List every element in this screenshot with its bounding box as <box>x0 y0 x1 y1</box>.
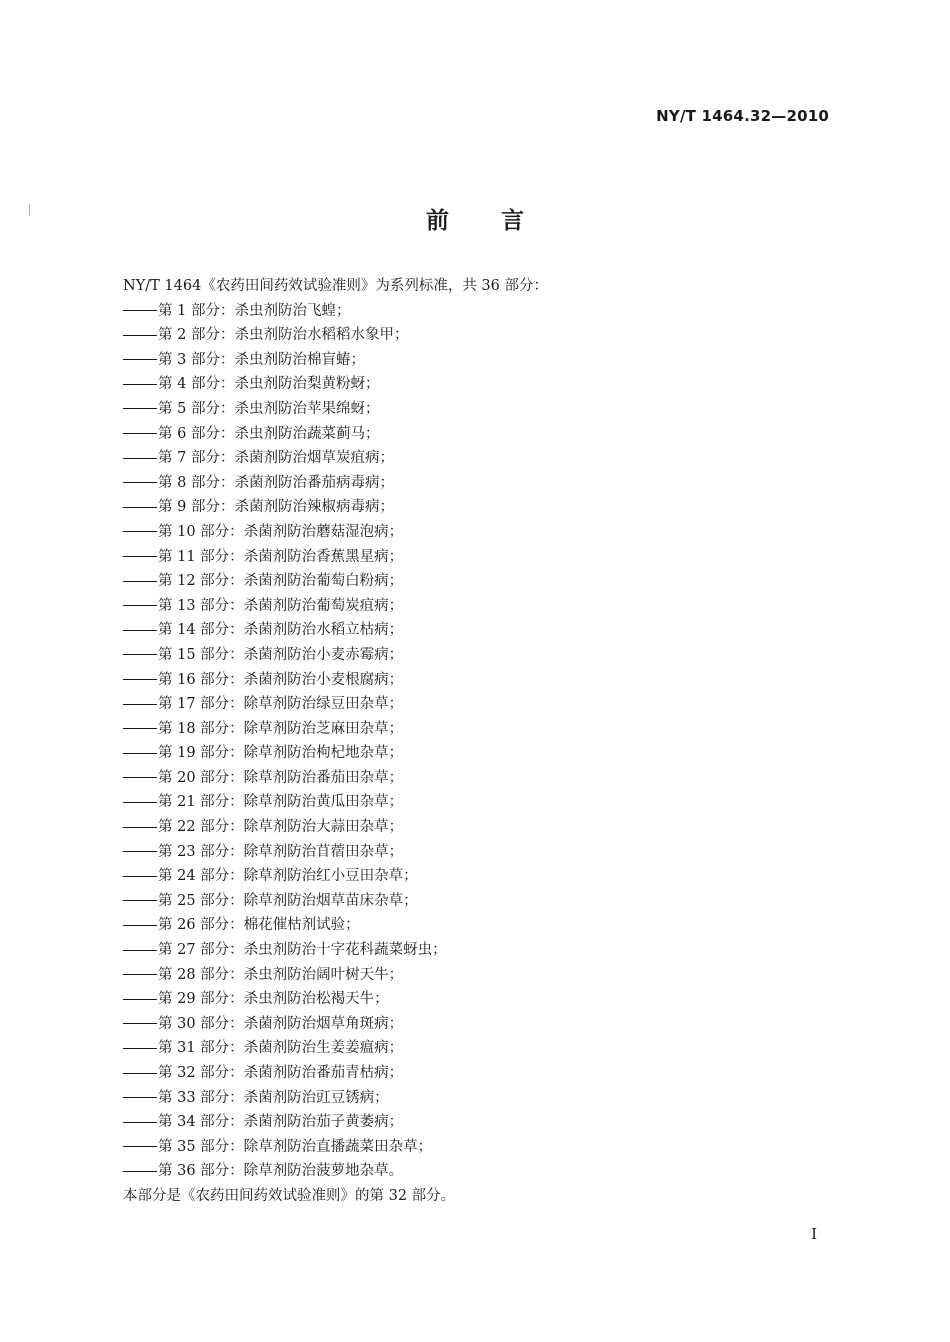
em-dash-mark <box>123 777 157 778</box>
list-item <box>123 840 843 865</box>
list-item-text: 第 36 部分：除草剂防治菠萝地杂草。 <box>158 1163 404 1180</box>
list-item-text: 第 8 部分：杀菌剂防治番茄病毒病； <box>158 474 394 491</box>
list-item <box>123 1110 843 1135</box>
list-item <box>123 889 843 914</box>
list-item <box>123 1086 843 1111</box>
list-item <box>123 422 843 447</box>
em-dash-mark <box>123 433 157 434</box>
page-title: 前言 <box>426 208 576 234</box>
em-dash-mark <box>123 851 157 852</box>
list-item <box>123 717 843 742</box>
list-item <box>123 668 843 693</box>
list-item-text: 第 34 部分：杀菌剂防治茄子黄萎病； <box>158 1114 404 1131</box>
list-item-text: 第 11 部分：杀菌剂防治香蕉黑星病； <box>158 548 404 565</box>
em-dash-mark <box>123 1073 157 1074</box>
list-item-text: 第 1 部分：杀虫剂防治飞蝗； <box>158 302 351 319</box>
list-item-text: 第 21 部分：除草剂防治黄瓜田杂草； <box>158 794 404 811</box>
list-item <box>123 864 843 889</box>
list-item <box>123 594 843 619</box>
em-dash-mark <box>123 1023 157 1024</box>
list-item-text: 第 4 部分：杀虫剂防治梨黄粉蚜； <box>158 376 380 393</box>
list-item-text: 第 20 部分：除草剂防治番茄田杂草； <box>158 769 404 786</box>
list-item <box>123 323 843 348</box>
em-dash-mark <box>123 310 157 311</box>
list-item <box>123 569 843 594</box>
em-dash-mark <box>123 335 157 336</box>
list-item-text: 第 12 部分：杀菌剂防治葡萄白粉病； <box>158 573 404 590</box>
list-item-text: 第 19 部分：除草剂防治枸杞地杂草； <box>158 745 404 762</box>
em-dash-mark <box>123 556 157 557</box>
list-item-text: 第 16 部分：杀菌剂防治小麦根腐病； <box>158 671 404 688</box>
list-item <box>123 348 843 373</box>
list-item-text: 第 26 部分：棉花催枯剂试验； <box>158 917 360 934</box>
em-dash-mark <box>123 876 157 877</box>
list-item <box>123 372 843 397</box>
list-item <box>123 741 843 766</box>
list-item-text: 第 22 部分：除草剂防治大蒜田杂草； <box>158 819 404 836</box>
list-item-text: 第 6 部分：杀虫剂防治蔬菜蓟马； <box>158 425 380 442</box>
list-item-text: 第 35 部分：除草剂防治直播蔬菜田杂草； <box>158 1138 433 1155</box>
list-item-text: 第 15 部分：杀菌剂防治小麦赤霉病； <box>158 646 404 663</box>
em-dash-mark <box>123 605 157 606</box>
list-item <box>123 520 843 545</box>
em-dash-mark <box>123 1048 157 1049</box>
list-item <box>123 1036 843 1061</box>
closing-paragraph: 本部分是《农药田间药效试验准则》的第 32 部分。 <box>123 1187 456 1204</box>
list-item-text: 第 29 部分：杀虫剂防治松褐天牛； <box>158 991 389 1008</box>
list-item-text: 第 31 部分：杀菌剂防治生姜姜瘟病； <box>158 1040 404 1057</box>
list-item-text: 第 27 部分：杀虫剂防治十字花科蔬菜蚜虫； <box>158 942 447 959</box>
foreword-body <box>123 274 843 1209</box>
list-item <box>123 815 843 840</box>
list-item <box>123 1159 843 1184</box>
list-item <box>123 299 843 324</box>
page-number: I <box>811 1225 817 1243</box>
intro-paragraph: NY/T 1464《农药田间药效试验准则》为系列标准，共 36 部分： <box>123 278 548 294</box>
list-item-text: 第 28 部分：杀虫剂防治阔叶树天牛； <box>158 966 404 983</box>
list-item-text: 第 24 部分：除草剂防治红小豆田杂草； <box>158 868 418 885</box>
em-dash-mark <box>123 654 157 655</box>
em-dash-mark <box>123 925 157 926</box>
list-item <box>123 692 843 717</box>
list-item-text: 第 9 部分：杀菌剂防治辣椒病毒病； <box>158 499 394 516</box>
list-item <box>123 987 843 1012</box>
em-dash-mark <box>123 1146 157 1147</box>
list-item-text: 第 14 部分：杀菌剂防治水稻立枯病； <box>158 622 404 639</box>
em-dash-mark <box>123 950 157 951</box>
em-dash-mark <box>123 359 157 360</box>
list-item-text: 第 2 部分：杀虫剂防治水稻稻水象甲； <box>158 327 409 344</box>
list-item <box>123 495 843 520</box>
list-item <box>123 963 843 988</box>
list-item-text: 第 33 部分：杀菌剂防治豇豆锈病； <box>158 1089 389 1106</box>
list-item-text: 第 25 部分：除草剂防治烟草苗床杂草； <box>158 892 418 909</box>
list-item-text: 第 13 部分：杀菌剂防治葡萄炭疽病； <box>158 597 404 614</box>
list-item <box>123 1012 843 1037</box>
em-dash-mark <box>123 458 157 459</box>
em-dash-mark <box>123 581 157 582</box>
em-dash-mark <box>123 507 157 508</box>
list-item-text: 第 5 部分：杀虫剂防治苹果绵蚜； <box>158 400 380 417</box>
list-item <box>123 643 843 668</box>
em-dash-mark <box>123 900 157 901</box>
list-item <box>123 1135 843 1160</box>
list-item-text: 第 7 部分：杀菌剂防治烟草炭疽病； <box>158 450 394 467</box>
list-item-text: 第 32 部分：杀菌剂防治番茄青枯病； <box>158 1065 404 1081</box>
list-item <box>123 618 843 643</box>
list-item <box>123 446 843 471</box>
em-dash-mark <box>123 802 157 803</box>
em-dash-mark <box>123 753 157 754</box>
em-dash-mark <box>123 704 157 705</box>
list-item-text: 第 3 部分：杀虫剂防治棉盲蝽； <box>158 351 365 368</box>
em-dash-mark <box>123 679 157 680</box>
list-item-text: 第 17 部分：除草剂防治绿豆田杂草； <box>158 696 404 713</box>
em-dash-mark <box>123 827 157 828</box>
em-dash-mark <box>123 1171 157 1172</box>
list-item-text: 第 23 部分：除草剂防治苜蓿田杂草； <box>158 843 404 860</box>
list-item <box>123 938 843 963</box>
em-dash-mark <box>123 531 157 532</box>
em-dash-mark <box>123 482 157 483</box>
list-item <box>123 913 843 938</box>
em-dash-mark <box>123 1122 157 1123</box>
list-item <box>123 545 843 570</box>
part-list <box>123 299 843 1184</box>
list-item-text: 第 10 部分：杀菌剂防治蘑菇湿泡病； <box>158 523 404 540</box>
list-item <box>123 471 843 496</box>
em-dash-mark <box>123 384 157 385</box>
em-dash-mark <box>123 1097 157 1098</box>
em-dash-mark <box>123 728 157 729</box>
list-item <box>123 1061 843 1086</box>
em-dash-mark <box>123 408 157 409</box>
em-dash-mark <box>123 999 157 1000</box>
list-item-text: 第 30 部分：杀菌剂防治烟草角斑病； <box>158 1015 404 1032</box>
standard-code: NY/T 1464.32—2010 <box>656 107 829 125</box>
em-dash-mark <box>123 974 157 975</box>
list-item <box>123 766 843 791</box>
em-dash-mark <box>123 630 157 631</box>
list-item <box>123 397 843 422</box>
list-item <box>123 790 843 815</box>
list-item-text: 第 18 部分：除草剂防治芝麻田杂草； <box>158 720 404 737</box>
